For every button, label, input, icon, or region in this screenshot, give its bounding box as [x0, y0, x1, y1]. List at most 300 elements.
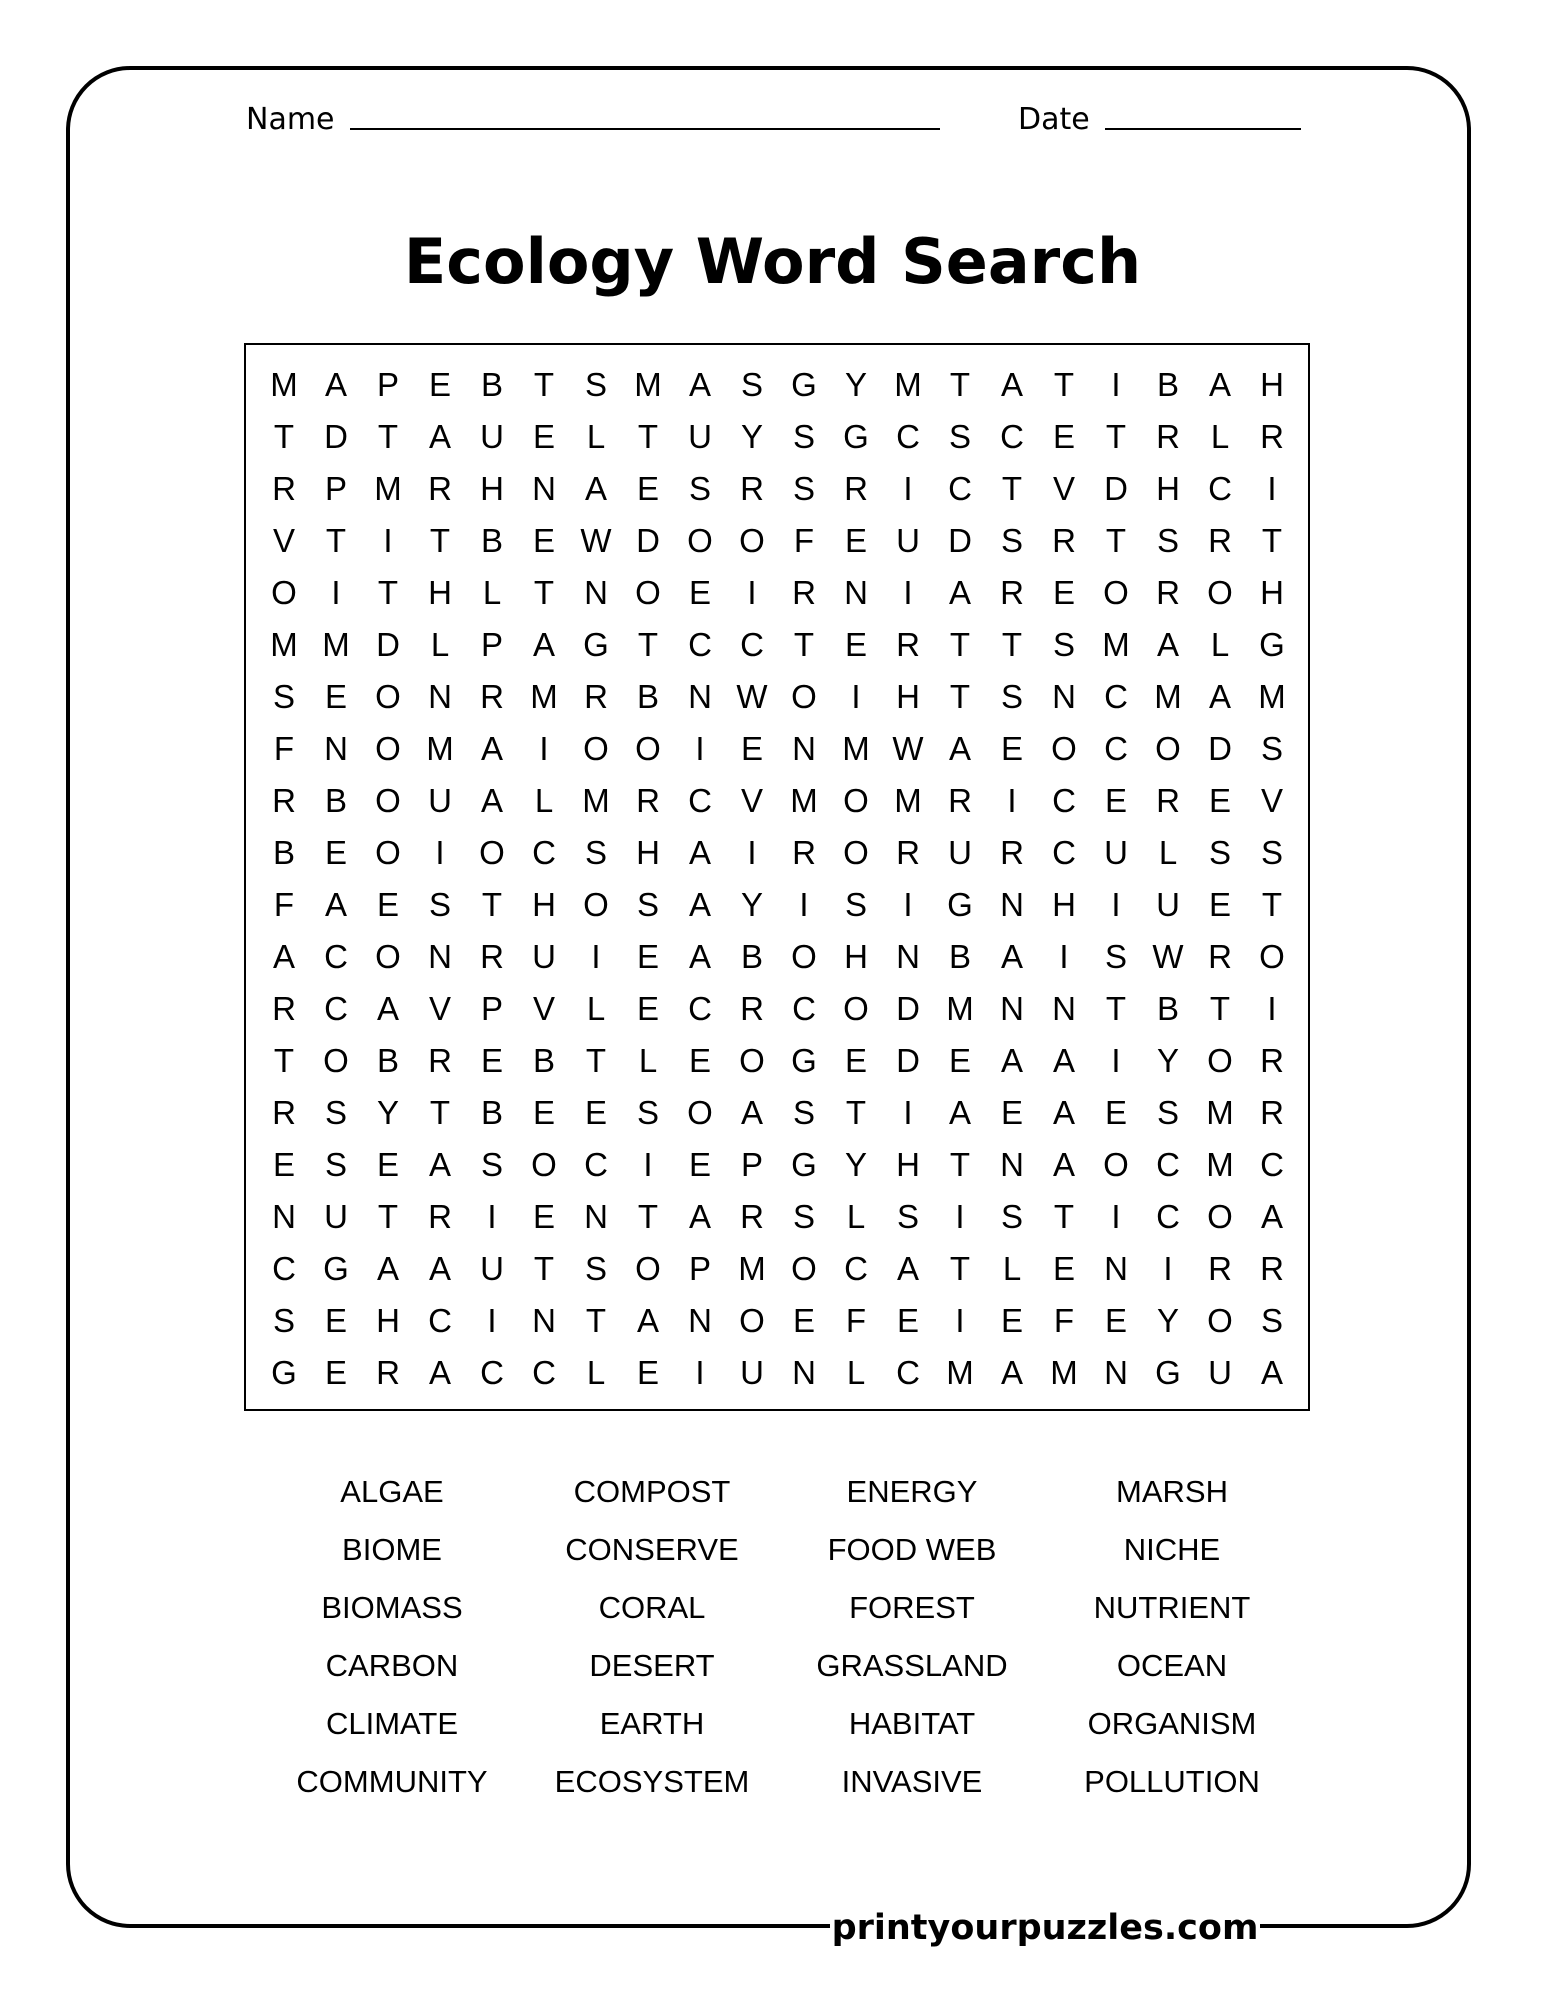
- grid-cell[interactable]: I: [695, 1354, 705, 1391]
- grid-cell[interactable]: E: [844, 626, 867, 663]
- grid-cell[interactable]: R: [584, 678, 608, 715]
- grid-cell[interactable]: M: [374, 470, 402, 507]
- grid-cell[interactable]: S: [948, 418, 971, 455]
- grid-cell[interactable]: E: [1104, 1302, 1127, 1339]
- grid-cell[interactable]: E: [688, 1042, 711, 1079]
- grid-cell[interactable]: T: [845, 1094, 867, 1131]
- grid-cell[interactable]: O: [635, 574, 661, 611]
- grid-cell[interactable]: T: [1105, 522, 1127, 559]
- grid-cell[interactable]: Y: [376, 1094, 399, 1131]
- grid-cell[interactable]: C: [688, 782, 712, 819]
- grid-cell[interactable]: E: [1104, 782, 1127, 819]
- grid-cell[interactable]: C: [688, 990, 712, 1027]
- grid-cell[interactable]: T: [429, 1094, 451, 1131]
- grid-cell[interactable]: T: [637, 1198, 659, 1235]
- grid-cell[interactable]: N: [532, 470, 556, 507]
- grid-cell[interactable]: O: [375, 834, 401, 871]
- grid-cell[interactable]: O: [843, 834, 869, 871]
- grid-cell[interactable]: I: [799, 886, 809, 923]
- grid-cell[interactable]: P: [480, 990, 503, 1027]
- grid-cell[interactable]: S: [1000, 522, 1023, 559]
- grid-cell[interactable]: C: [1156, 1146, 1180, 1183]
- grid-cell[interactable]: T: [585, 1042, 607, 1079]
- grid-cell[interactable]: H: [480, 470, 504, 507]
- grid-cell[interactable]: E: [1000, 1302, 1023, 1339]
- grid-cell[interactable]: M: [582, 782, 610, 819]
- grid-cell[interactable]: P: [480, 626, 503, 663]
- grid-cell[interactable]: R: [272, 470, 296, 507]
- grid-cell[interactable]: L: [534, 782, 554, 819]
- grid-cell[interactable]: A: [948, 730, 971, 767]
- grid-cell[interactable]: A: [272, 938, 295, 975]
- grid-cell[interactable]: E: [688, 1146, 711, 1183]
- grid-cell[interactable]: O: [1207, 1198, 1233, 1235]
- grid-cell[interactable]: A: [636, 1302, 659, 1339]
- grid-cell[interactable]: H: [428, 574, 452, 611]
- grid-cell[interactable]: A: [1052, 1146, 1075, 1183]
- grid-cell[interactable]: N: [428, 678, 452, 715]
- grid-cell[interactable]: T: [429, 522, 451, 559]
- grid-cell[interactable]: I: [903, 1094, 913, 1131]
- grid-cell[interactable]: H: [1260, 574, 1284, 611]
- grid-cell[interactable]: T: [949, 678, 971, 715]
- grid-cell[interactable]: C: [324, 990, 348, 1027]
- grid-cell[interactable]: T: [1053, 1198, 1075, 1235]
- grid-cell[interactable]: N: [844, 574, 868, 611]
- grid-cell[interactable]: M: [634, 366, 662, 403]
- grid-cell[interactable]: T: [637, 626, 659, 663]
- grid-cell[interactable]: T: [1105, 418, 1127, 455]
- grid-cell[interactable]: T: [1053, 366, 1075, 403]
- grid-cell[interactable]: N: [1000, 990, 1024, 1027]
- grid-cell[interactable]: I: [851, 678, 861, 715]
- grid-cell[interactable]: S: [792, 1198, 815, 1235]
- grid-cell[interactable]: I: [955, 1198, 965, 1235]
- grid-cell[interactable]: S: [896, 1198, 919, 1235]
- grid-cell[interactable]: T: [533, 366, 555, 403]
- grid-cell[interactable]: I: [747, 574, 757, 611]
- grid-cell[interactable]: M: [322, 626, 350, 663]
- grid-cell[interactable]: N: [1104, 1250, 1128, 1287]
- grid-cell[interactable]: R: [376, 1354, 400, 1391]
- grid-cell[interactable]: C: [1104, 730, 1128, 767]
- grid-cell[interactable]: G: [843, 418, 869, 455]
- grid-cell[interactable]: S: [584, 366, 607, 403]
- grid-cell[interactable]: C: [1000, 418, 1024, 455]
- grid-cell[interactable]: S: [1000, 1198, 1023, 1235]
- grid-cell[interactable]: E: [844, 1042, 867, 1079]
- grid-cell[interactable]: B: [532, 1042, 555, 1079]
- grid-cell[interactable]: N: [428, 938, 452, 975]
- grid-cell[interactable]: M: [1206, 1146, 1234, 1183]
- name-field[interactable]: [350, 128, 940, 130]
- grid-cell[interactable]: O: [791, 1250, 817, 1287]
- grid-cell[interactable]: H: [896, 678, 920, 715]
- grid-cell[interactable]: A: [688, 886, 711, 923]
- grid-cell[interactable]: E: [324, 1354, 347, 1391]
- grid-cell[interactable]: A: [480, 730, 503, 767]
- grid-cell[interactable]: E: [896, 1302, 919, 1339]
- grid-cell[interactable]: I: [1267, 470, 1277, 507]
- grid-cell[interactable]: S: [844, 886, 867, 923]
- grid-cell[interactable]: E: [1000, 730, 1023, 767]
- grid-cell[interactable]: S: [792, 470, 815, 507]
- grid-cell[interactable]: D: [376, 626, 400, 663]
- grid-cell[interactable]: L: [1158, 834, 1178, 871]
- grid-cell[interactable]: L: [586, 418, 606, 455]
- grid-cell[interactable]: O: [375, 678, 401, 715]
- grid-cell[interactable]: E: [272, 1146, 295, 1183]
- grid-cell[interactable]: O: [687, 522, 713, 559]
- grid-cell[interactable]: N: [688, 1302, 712, 1339]
- grid-cell[interactable]: O: [583, 886, 609, 923]
- grid-cell[interactable]: I: [955, 1302, 965, 1339]
- grid-cell[interactable]: A: [324, 886, 347, 923]
- grid-cell[interactable]: C: [272, 1250, 296, 1287]
- grid-cell[interactable]: C: [324, 938, 348, 975]
- grid-cell[interactable]: Y: [844, 366, 867, 403]
- grid-cell[interactable]: A: [688, 1198, 711, 1235]
- grid-cell[interactable]: L: [1002, 1250, 1022, 1287]
- grid-cell[interactable]: R: [1260, 1042, 1284, 1079]
- grid-cell[interactable]: Y: [1156, 1302, 1179, 1339]
- grid-cell[interactable]: S: [584, 834, 607, 871]
- grid-cell[interactable]: O: [843, 782, 869, 819]
- grid-cell[interactable]: N: [584, 1198, 608, 1235]
- grid-cell[interactable]: B: [272, 834, 295, 871]
- grid-cell[interactable]: M: [270, 626, 298, 663]
- grid-cell[interactable]: T: [377, 574, 399, 611]
- grid-cell[interactable]: W: [1152, 938, 1184, 975]
- grid-cell[interactable]: R: [1156, 574, 1180, 611]
- grid-cell[interactable]: E: [636, 1354, 659, 1391]
- grid-cell[interactable]: M: [894, 366, 922, 403]
- grid-cell[interactable]: I: [903, 574, 913, 611]
- grid-cell[interactable]: R: [1156, 782, 1180, 819]
- grid-cell[interactable]: O: [479, 834, 505, 871]
- grid-cell[interactable]: A: [584, 470, 607, 507]
- grid-cell[interactable]: E: [324, 834, 347, 871]
- grid-cell[interactable]: V: [428, 990, 451, 1027]
- grid-cell[interactable]: C: [1156, 1198, 1180, 1235]
- grid-cell[interactable]: V: [1052, 470, 1075, 507]
- grid-cell[interactable]: O: [375, 782, 401, 819]
- grid-cell[interactable]: T: [949, 1250, 971, 1287]
- grid-cell[interactable]: A: [688, 366, 711, 403]
- grid-cell[interactable]: G: [947, 886, 973, 923]
- grid-cell[interactable]: O: [1155, 730, 1181, 767]
- grid-cell[interactable]: T: [1001, 626, 1023, 663]
- grid-cell[interactable]: R: [272, 1094, 296, 1131]
- grid-cell[interactable]: G: [1259, 626, 1285, 663]
- grid-cell[interactable]: E: [1052, 574, 1075, 611]
- grid-cell[interactable]: B: [1156, 990, 1179, 1027]
- grid-cell[interactable]: R: [844, 470, 868, 507]
- grid-cell[interactable]: N: [272, 1198, 296, 1235]
- grid-cell[interactable]: R: [480, 938, 504, 975]
- grid-cell[interactable]: B: [740, 938, 763, 975]
- grid-cell[interactable]: T: [325, 522, 347, 559]
- grid-cell[interactable]: N: [1000, 1146, 1024, 1183]
- grid-cell[interactable]: L: [1210, 626, 1230, 663]
- grid-cell[interactable]: R: [272, 782, 296, 819]
- grid-cell[interactable]: O: [271, 574, 297, 611]
- grid-cell[interactable]: O: [1207, 574, 1233, 611]
- grid-cell[interactable]: A: [1208, 366, 1231, 403]
- grid-cell[interactable]: D: [324, 418, 348, 455]
- grid-cell[interactable]: S: [1156, 1094, 1179, 1131]
- grid-cell[interactable]: U: [896, 522, 920, 559]
- grid-cell[interactable]: F: [273, 730, 295, 767]
- grid-cell[interactable]: E: [532, 522, 555, 559]
- grid-cell[interactable]: U: [1208, 1354, 1232, 1391]
- grid-cell[interactable]: Y: [740, 886, 763, 923]
- grid-cell[interactable]: T: [1001, 470, 1023, 507]
- grid-cell[interactable]: C: [740, 626, 764, 663]
- grid-cell[interactable]: M: [790, 782, 818, 819]
- grid-cell[interactable]: E: [636, 990, 659, 1027]
- grid-cell[interactable]: A: [428, 1250, 451, 1287]
- grid-cell[interactable]: H: [1052, 886, 1076, 923]
- site-url[interactable]: printyourpuzzles.com: [831, 1908, 1259, 1948]
- grid-cell[interactable]: R: [1208, 1250, 1232, 1287]
- grid-cell[interactable]: R: [1000, 574, 1024, 611]
- grid-cell[interactable]: U: [1156, 886, 1180, 923]
- grid-cell[interactable]: O: [583, 730, 609, 767]
- grid-cell[interactable]: O: [1051, 730, 1077, 767]
- grid-cell[interactable]: A: [1208, 678, 1231, 715]
- grid-cell[interactable]: T: [949, 366, 971, 403]
- grid-cell[interactable]: A: [1052, 1094, 1075, 1131]
- grid-cell[interactable]: O: [739, 522, 765, 559]
- grid-cell[interactable]: C: [1260, 1146, 1284, 1183]
- grid-cell[interactable]: H: [844, 938, 868, 975]
- grid-cell[interactable]: U: [324, 1198, 348, 1235]
- grid-cell[interactable]: E: [1000, 1094, 1023, 1131]
- grid-cell[interactable]: D: [896, 990, 920, 1027]
- grid-cell[interactable]: S: [1208, 834, 1231, 871]
- grid-cell[interactable]: H: [376, 1302, 400, 1339]
- grid-cell[interactable]: C: [1208, 470, 1232, 507]
- grid-cell[interactable]: T: [637, 418, 659, 455]
- grid-cell[interactable]: P: [688, 1250, 711, 1287]
- grid-cell[interactable]: N: [1000, 886, 1024, 923]
- grid-cell[interactable]: I: [1111, 366, 1121, 403]
- grid-cell[interactable]: R: [428, 470, 452, 507]
- grid-cell[interactable]: S: [1156, 522, 1179, 559]
- grid-cell[interactable]: R: [1000, 834, 1024, 871]
- grid-cell[interactable]: H: [636, 834, 660, 871]
- grid-cell[interactable]: A: [376, 1250, 399, 1287]
- grid-cell[interactable]: S: [1104, 938, 1127, 975]
- grid-cell[interactable]: L: [1210, 418, 1230, 455]
- grid-cell[interactable]: R: [272, 990, 296, 1027]
- grid-cell[interactable]: L: [846, 1198, 866, 1235]
- grid-cell[interactable]: U: [480, 418, 504, 455]
- grid-cell[interactable]: I: [1007, 782, 1017, 819]
- grid-cell[interactable]: R: [636, 782, 660, 819]
- grid-cell[interactable]: I: [643, 1146, 653, 1183]
- grid-cell[interactable]: R: [1260, 418, 1284, 455]
- grid-cell[interactable]: S: [324, 1146, 347, 1183]
- grid-cell[interactable]: I: [747, 834, 757, 871]
- grid-cell[interactable]: E: [532, 418, 555, 455]
- grid-cell[interactable]: T: [377, 418, 399, 455]
- grid-cell[interactable]: E: [376, 886, 399, 923]
- grid-cell[interactable]: A: [948, 574, 971, 611]
- grid-cell[interactable]: I: [487, 1198, 497, 1235]
- grid-cell[interactable]: S: [1260, 1302, 1283, 1339]
- grid-cell[interactable]: M: [1102, 626, 1130, 663]
- grid-cell[interactable]: A: [1052, 1042, 1075, 1079]
- grid-cell[interactable]: A: [480, 782, 503, 819]
- grid-cell[interactable]: E: [1208, 782, 1231, 819]
- grid-cell[interactable]: I: [903, 470, 913, 507]
- grid-cell[interactable]: E: [844, 522, 867, 559]
- grid-cell[interactable]: I: [1163, 1250, 1173, 1287]
- grid-cell[interactable]: R: [1208, 938, 1232, 975]
- grid-cell[interactable]: O: [791, 938, 817, 975]
- grid-cell[interactable]: O: [1103, 1146, 1129, 1183]
- grid-cell[interactable]: O: [687, 1094, 713, 1131]
- grid-cell[interactable]: C: [1052, 834, 1076, 871]
- grid-cell[interactable]: S: [1260, 834, 1283, 871]
- grid-cell[interactable]: L: [846, 1354, 866, 1391]
- grid-cell[interactable]: C: [896, 1354, 920, 1391]
- grid-cell[interactable]: G: [791, 366, 817, 403]
- grid-cell[interactable]: M: [946, 990, 974, 1027]
- grid-cell[interactable]: B: [324, 782, 347, 819]
- grid-cell[interactable]: L: [482, 574, 502, 611]
- grid-cell[interactable]: W: [736, 678, 768, 715]
- grid-cell[interactable]: H: [532, 886, 556, 923]
- grid-cell[interactable]: A: [1000, 1354, 1023, 1391]
- grid-cell[interactable]: V: [532, 990, 555, 1027]
- grid-cell[interactable]: E: [1052, 1250, 1075, 1287]
- grid-cell[interactable]: R: [792, 834, 816, 871]
- grid-cell[interactable]: B: [480, 522, 503, 559]
- grid-cell[interactable]: C: [1052, 782, 1076, 819]
- grid-cell[interactable]: M: [1206, 1094, 1234, 1131]
- grid-cell[interactable]: U: [480, 1250, 504, 1287]
- grid-cell[interactable]: O: [843, 990, 869, 1027]
- grid-cell[interactable]: S: [324, 1094, 347, 1131]
- grid-cell[interactable]: B: [480, 1094, 503, 1131]
- grid-cell[interactable]: O: [1103, 574, 1129, 611]
- grid-cell[interactable]: S: [1260, 730, 1283, 767]
- grid-cell[interactable]: T: [273, 418, 295, 455]
- grid-cell[interactable]: C: [532, 1354, 556, 1391]
- grid-cell[interactable]: T: [585, 1302, 607, 1339]
- grid-cell[interactable]: I: [331, 574, 341, 611]
- grid-cell[interactable]: T: [533, 574, 555, 611]
- grid-cell[interactable]: S: [636, 886, 659, 923]
- grid-cell[interactable]: E: [376, 1146, 399, 1183]
- grid-cell[interactable]: S: [480, 1146, 503, 1183]
- grid-cell[interactable]: G: [323, 1250, 349, 1287]
- grid-cell[interactable]: N: [792, 730, 816, 767]
- grid-cell[interactable]: E: [636, 470, 659, 507]
- grid-cell[interactable]: A: [688, 938, 711, 975]
- grid-cell[interactable]: Y: [740, 418, 763, 455]
- grid-cell[interactable]: U: [532, 938, 556, 975]
- grid-cell[interactable]: P: [740, 1146, 763, 1183]
- grid-cell[interactable]: I: [695, 730, 705, 767]
- grid-cell[interactable]: E: [792, 1302, 815, 1339]
- grid-cell[interactable]: N: [324, 730, 348, 767]
- grid-cell[interactable]: T: [273, 1042, 295, 1079]
- grid-cell[interactable]: N: [792, 1354, 816, 1391]
- grid-cell[interactable]: Y: [1156, 1042, 1179, 1079]
- grid-cell[interactable]: A: [1000, 366, 1023, 403]
- grid-cell[interactable]: L: [638, 1042, 658, 1079]
- grid-cell[interactable]: M: [270, 366, 298, 403]
- grid-cell[interactable]: M: [426, 730, 454, 767]
- grid-cell[interactable]: A: [740, 1094, 763, 1131]
- grid-cell[interactable]: I: [903, 886, 913, 923]
- grid-cell[interactable]: G: [271, 1354, 297, 1391]
- grid-cell[interactable]: T: [1261, 886, 1283, 923]
- grid-cell[interactable]: R: [896, 626, 920, 663]
- grid-cell[interactable]: I: [591, 938, 601, 975]
- grid-cell[interactable]: I: [1267, 990, 1277, 1027]
- grid-cell[interactable]: B: [948, 938, 971, 975]
- grid-cell[interactable]: C: [428, 1302, 452, 1339]
- grid-cell[interactable]: B: [1156, 366, 1179, 403]
- grid-cell[interactable]: N: [1104, 1354, 1128, 1391]
- grid-cell[interactable]: A: [1000, 938, 1023, 975]
- grid-cell[interactable]: R: [428, 1042, 452, 1079]
- grid-cell[interactable]: V: [1260, 782, 1283, 819]
- grid-cell[interactable]: I: [1111, 886, 1121, 923]
- grid-cell[interactable]: U: [740, 1354, 764, 1391]
- grid-cell[interactable]: A: [1156, 626, 1179, 663]
- grid-cell[interactable]: A: [428, 1354, 451, 1391]
- grid-cell[interactable]: C: [896, 418, 920, 455]
- grid-cell[interactable]: A: [948, 1094, 971, 1131]
- grid-cell[interactable]: D: [948, 522, 972, 559]
- grid-cell[interactable]: L: [586, 990, 606, 1027]
- grid-cell[interactable]: H: [1156, 470, 1180, 507]
- grid-cell[interactable]: M: [946, 1354, 974, 1391]
- grid-cell[interactable]: L: [586, 1354, 606, 1391]
- grid-cell[interactable]: O: [375, 730, 401, 767]
- grid-cell[interactable]: A: [428, 418, 451, 455]
- grid-cell[interactable]: S: [688, 470, 711, 507]
- grid-cell[interactable]: T: [793, 626, 815, 663]
- grid-cell[interactable]: R: [1260, 1094, 1284, 1131]
- grid-cell[interactable]: S: [1052, 626, 1075, 663]
- grid-cell[interactable]: N: [896, 938, 920, 975]
- grid-cell[interactable]: O: [1207, 1042, 1233, 1079]
- grid-cell[interactable]: U: [428, 782, 452, 819]
- grid-cell[interactable]: U: [688, 418, 712, 455]
- grid-cell[interactable]: I: [1059, 938, 1069, 975]
- grid-cell[interactable]: O: [323, 1042, 349, 1079]
- grid-cell[interactable]: E: [428, 366, 451, 403]
- grid-cell[interactable]: B: [480, 366, 503, 403]
- grid-cell[interactable]: E: [532, 1094, 555, 1131]
- grid-cell[interactable]: O: [1207, 1302, 1233, 1339]
- grid-cell[interactable]: R: [480, 678, 504, 715]
- grid-cell[interactable]: A: [324, 366, 347, 403]
- date-field[interactable]: [1105, 128, 1301, 130]
- grid-cell[interactable]: R: [1156, 418, 1180, 455]
- grid-cell[interactable]: O: [375, 938, 401, 975]
- grid-cell[interactable]: I: [1111, 1198, 1121, 1235]
- grid-cell[interactable]: U: [948, 834, 972, 871]
- grid-cell[interactable]: S: [740, 366, 763, 403]
